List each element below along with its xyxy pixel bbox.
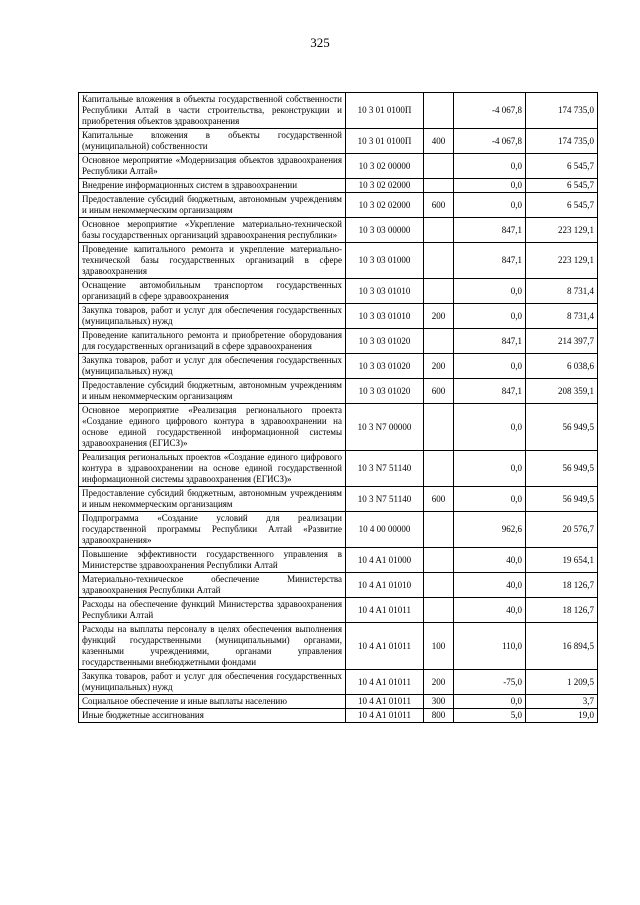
row-change-cell: 962,6 — [454, 512, 526, 548]
row-name-cell: Расходы на выплаты персоналу в целях обеспечения выполнения функций государственными (муниципальными) органами, казенными учреждениями, органами управления государственными внебюджетными фондами — [79, 623, 346, 670]
row-change-cell: 0,0 — [454, 179, 526, 193]
row-total-cell: 19 654,1 — [526, 548, 598, 573]
row-vr-cell — [424, 573, 454, 598]
row-total-cell: 174 735,0 — [526, 129, 598, 154]
row-total-cell: 208 359,1 — [526, 379, 598, 404]
row-code-cell: 10 3 02 02000 — [346, 193, 424, 218]
row-vr-cell — [424, 329, 454, 354]
row-total-cell: 18 126,7 — [526, 598, 598, 623]
row-name-cell: Повышение эффективности государственного управления в Министерстве здравоохранения Республики Алтай — [79, 548, 346, 573]
budget-table-body — [79, 93, 598, 723]
row-total-cell: 56 949,5 — [526, 487, 598, 512]
table-row — [79, 573, 598, 598]
row-total-cell: 223 129,1 — [526, 243, 598, 279]
row-change-cell: 110,0 — [454, 623, 526, 670]
row-name-cell: Проведение капитального ремонта и укрепление материально-технической базы государственных организаций в сфере здравоохранения — [79, 243, 346, 279]
row-vr-cell — [424, 154, 454, 179]
row-name-cell: Закупка товаров, работ и услуг для обеспечения государственных (муниципальных) нужд — [79, 670, 346, 695]
table-row — [79, 548, 598, 573]
table-row — [79, 243, 598, 279]
table-row — [79, 354, 598, 379]
row-change-cell: 847,1 — [454, 329, 526, 354]
table-row — [79, 129, 598, 154]
row-total-cell: 174 735,0 — [526, 93, 598, 129]
row-vr-cell: 200 — [424, 354, 454, 379]
row-total-cell: 214 397,7 — [526, 329, 598, 354]
row-vr-cell — [424, 512, 454, 548]
row-total-cell: 8 731,4 — [526, 304, 598, 329]
row-name-cell: Капитальные вложения в объекты государственной собственности Республики Алтай в части строительства, реконструкции и приобретения объектов здравоохранения — [79, 93, 346, 129]
row-code-cell: 10 4 A1 01011 — [346, 598, 424, 623]
row-total-cell: 56 949,5 — [526, 451, 598, 487]
table-row — [79, 304, 598, 329]
row-vr-cell — [424, 598, 454, 623]
table-row — [79, 404, 598, 451]
row-total-cell: 3,7 — [526, 695, 598, 709]
table-row — [79, 487, 598, 512]
table-row — [79, 695, 598, 709]
row-vr-cell: 200 — [424, 304, 454, 329]
row-vr-cell: 600 — [424, 193, 454, 218]
row-change-cell: 0,0 — [454, 193, 526, 218]
table-row — [79, 179, 598, 193]
row-change-cell: 40,0 — [454, 573, 526, 598]
table-row — [79, 93, 598, 129]
row-name-cell: Иные бюджетные ассигнования — [79, 709, 346, 723]
row-vr-cell: 600 — [424, 487, 454, 512]
row-vr-cell: 400 — [424, 129, 454, 154]
row-change-cell: -4 067,8 — [454, 93, 526, 129]
row-code-cell: 10 3 03 01010 — [346, 304, 424, 329]
row-code-cell: 10 4 00 00000 — [346, 512, 424, 548]
row-total-cell: 6 545,7 — [526, 154, 598, 179]
row-change-cell: 847,1 — [454, 379, 526, 404]
table-row — [79, 709, 598, 723]
table-row — [79, 623, 598, 670]
row-vr-cell — [424, 218, 454, 243]
row-vr-cell — [424, 243, 454, 279]
table-row — [79, 279, 598, 304]
row-change-cell: 847,1 — [454, 218, 526, 243]
row-code-cell: 10 3 N7 51140 — [346, 487, 424, 512]
row-code-cell: 10 3 03 01000 — [346, 243, 424, 279]
row-code-cell: 10 3 N7 51140 — [346, 451, 424, 487]
row-code-cell: 10 4 A1 01011 — [346, 670, 424, 695]
row-change-cell: 0,0 — [454, 451, 526, 487]
row-name-cell: Социальное обеспечение и иные выплаты населению — [79, 695, 346, 709]
row-name-cell: Подпрограмма «Создание условий для реализации государственной программы Республики Алтай «Развитие здравоохранения» — [79, 512, 346, 548]
row-vr-cell — [424, 404, 454, 451]
row-vr-cell — [424, 548, 454, 573]
row-name-cell: Основное мероприятие «Реализация регионального проекта «Создание единого цифрового контура в здравоохранении на основе единой государственной информационной системы здравоохранения (ЕГИСЗ)» — [79, 404, 346, 451]
row-change-cell: 0,0 — [454, 354, 526, 379]
table-row — [79, 670, 598, 695]
row-code-cell: 10 3 03 01020 — [346, 354, 424, 379]
row-code-cell: 10 3 01 0100П — [346, 93, 424, 129]
row-code-cell: 10 3 01 0100П — [346, 129, 424, 154]
row-vr-cell — [424, 279, 454, 304]
row-name-cell: Предоставление субсидий бюджетным, автономным учреждениям и иным некоммерческим организациям — [79, 193, 346, 218]
row-vr-cell — [424, 93, 454, 129]
row-change-cell: 847,1 — [454, 243, 526, 279]
row-total-cell: 6 038,6 — [526, 354, 598, 379]
row-code-cell: 10 4 A1 01011 — [346, 709, 424, 723]
row-total-cell: 8 731,4 — [526, 279, 598, 304]
row-name-cell: Предоставление субсидий бюджетным, автономным учреждениям и иным некоммерческим организациям — [79, 379, 346, 404]
row-code-cell: 10 3 N7 00000 — [346, 404, 424, 451]
row-change-cell: 40,0 — [454, 598, 526, 623]
row-total-cell: 18 126,7 — [526, 573, 598, 598]
row-name-cell: Закупка товаров, работ и услуг для обеспечения государственных (муниципальных) нужд — [79, 304, 346, 329]
row-vr-cell: 800 — [424, 709, 454, 723]
row-name-cell: Закупка товаров, работ и услуг для обеспечения государственных (муниципальных) нужд — [79, 354, 346, 379]
row-change-cell: -4 067,8 — [454, 129, 526, 154]
row-total-cell: 6 545,7 — [526, 193, 598, 218]
row-change-cell: 0,0 — [454, 487, 526, 512]
row-vr-cell — [424, 179, 454, 193]
row-name-cell: Капитальные вложения в объекты государственной (муниципальной) собственности — [79, 129, 346, 154]
row-change-cell: 0,0 — [454, 695, 526, 709]
row-name-cell: Оснащение автомобильным транспортом государственных организаций в сфере здравоохранения — [79, 279, 346, 304]
row-name-cell: Внедрение информационных систем в здравоохранении — [79, 179, 346, 193]
budget-table — [78, 92, 598, 723]
row-code-cell: 10 3 03 01020 — [346, 329, 424, 354]
row-change-cell: -75,0 — [454, 670, 526, 695]
row-name-cell: Основное мероприятие «Модернизация объектов здравоохранения Республики Алтай» — [79, 154, 346, 179]
row-code-cell: 10 3 03 01010 — [346, 279, 424, 304]
row-vr-cell: 200 — [424, 670, 454, 695]
row-name-cell: Материально-техническое обеспечение Министерства здравоохранения Республики Алтай — [79, 573, 346, 598]
row-total-cell: 223 129,1 — [526, 218, 598, 243]
table-row — [79, 329, 598, 354]
row-code-cell: 10 4 A1 01000 — [346, 548, 424, 573]
table-row — [79, 598, 598, 623]
row-vr-cell: 300 — [424, 695, 454, 709]
row-code-cell: 10 4 A1 01011 — [346, 623, 424, 670]
row-change-cell: 40,0 — [454, 548, 526, 573]
row-total-cell: 16 894,5 — [526, 623, 598, 670]
table-row — [79, 512, 598, 548]
row-vr-cell: 600 — [424, 379, 454, 404]
row-name-cell: Основное мероприятие «Укрепление материально-технической базы государственных организаций здравоохранения республики» — [79, 218, 346, 243]
row-total-cell: 19,0 — [526, 709, 598, 723]
row-name-cell: Реализация региональных проектов «Создание единого цифрового контура в здравоохранении на основе единой государственной информационной системы здравоохранения (ЕГИСЗ)» — [79, 451, 346, 487]
row-code-cell: 10 3 03 00000 — [346, 218, 424, 243]
row-vr-cell: 100 — [424, 623, 454, 670]
row-code-cell: 10 3 03 01020 — [346, 379, 424, 404]
row-change-cell: 0,0 — [454, 404, 526, 451]
table-row — [79, 193, 598, 218]
row-total-cell: 6 545,7 — [526, 179, 598, 193]
row-code-cell: 10 4 A1 01011 — [346, 695, 424, 709]
row-vr-cell — [424, 451, 454, 487]
row-change-cell: 0,0 — [454, 304, 526, 329]
row-change-cell: 0,0 — [454, 279, 526, 304]
row-total-cell: 1 209,5 — [526, 670, 598, 695]
table-row — [79, 154, 598, 179]
row-change-cell: 0,0 — [454, 154, 526, 179]
table-row — [79, 218, 598, 243]
table-row — [79, 451, 598, 487]
row-total-cell: 56 949,5 — [526, 404, 598, 451]
row-code-cell: 10 3 02 00000 — [346, 154, 424, 179]
page-number: 325 — [310, 35, 330, 50]
row-name-cell: Предоставление субсидий бюджетным, автономным учреждениям и иным некоммерческим организациям — [79, 487, 346, 512]
row-code-cell: 10 4 A1 01010 — [346, 573, 424, 598]
row-code-cell: 10 3 02 02000 — [346, 179, 424, 193]
row-change-cell: 5,0 — [454, 709, 526, 723]
row-total-cell: 20 576,7 — [526, 512, 598, 548]
row-name-cell: Проведение капитального ремонта и приобретение оборудования для государственных организаций в сфере здравоохранения — [79, 329, 346, 354]
row-name-cell: Расходы на обеспечение функций Министерства здравоохранения Республики Алтай — [79, 598, 346, 623]
table-row — [79, 379, 598, 404]
